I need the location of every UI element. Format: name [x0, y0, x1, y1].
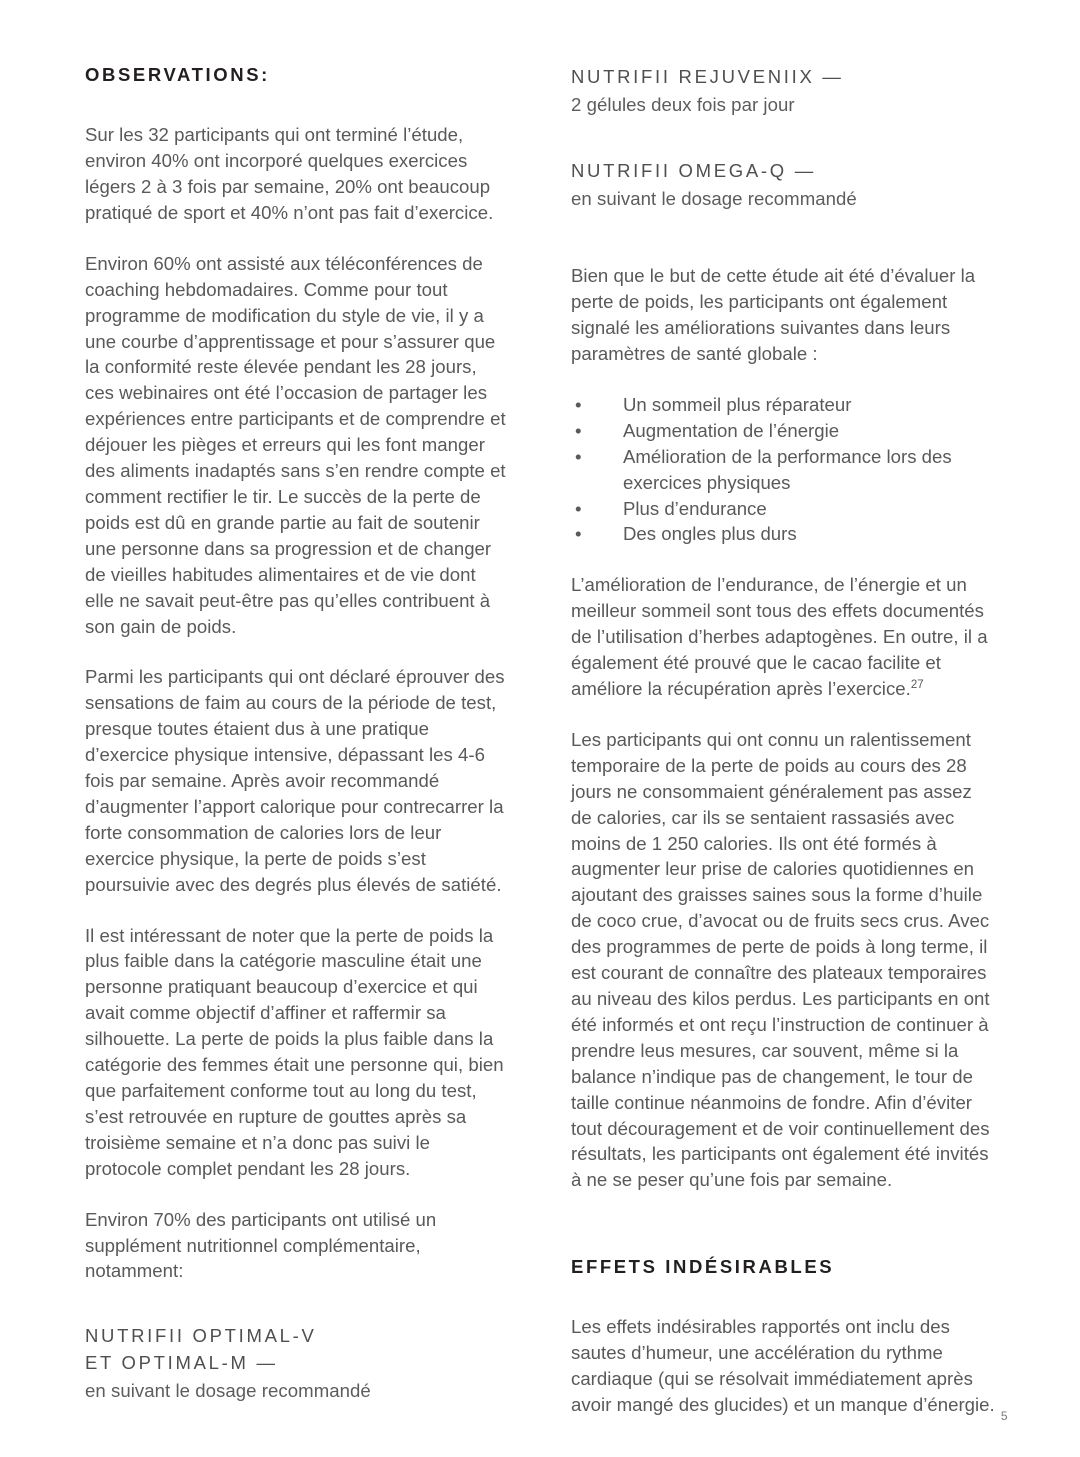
- product-heading-optimal-m: ET OPTIMAL-M —: [85, 1351, 278, 1373]
- page-number: 5: [1000, 1409, 1008, 1423]
- spacer: [571, 1218, 995, 1256]
- bullet-icon: •: [575, 419, 582, 441]
- two-column-layout: [85, 64, 995, 1418]
- list-item-label: Des ongles plus durs: [623, 523, 797, 545]
- product-omega-q-block: [571, 158, 995, 213]
- list-item: [571, 392, 995, 418]
- list-item: [571, 496, 995, 522]
- bullet-icon: •: [575, 393, 582, 415]
- paragraph-observations-5: Environ 70% des participants ont utilisé un supplément nutritionnel complémentaire, notamment:: [85, 1208, 437, 1282]
- spacer: [571, 237, 995, 263]
- product-optimal-block: [85, 1323, 509, 1404]
- list-item: [571, 444, 995, 496]
- product-heading-optimal-v: NUTRIFII OPTIMAL-V: [85, 1325, 317, 1347]
- paragraph-observations-4: Il est intéressant de noter que la perte de poids la plus faible dans la catégorie masculine était une personne pratiquant beaucoup d’exercice et qui avait comme objectif d’affiner et raffermir sa silhouette. La perte de poids la plus faible dans la catégorie des femmes était une personne qui, bien que parfaitement conforme tout au long du test, s’est retrouvée en rupture de gouttes après sa troisième semaine et n’a donc pas suivi le protocole complet pendant les 28 jours.: [85, 924, 504, 1179]
- product-dosage-optimal: en suivant le dosage recommandé: [85, 1379, 371, 1401]
- health-improvements-list: [571, 392, 995, 547]
- paragraph-side-effects: Les effets indésirables rapportés ont inclu des sautes d’humeur, une accélération du rythme cardiaque (qui se résolvait immédiatement après avoir mangé des glucides) et un manque d’énergie.: [571, 1316, 995, 1416]
- list-item-label: Augmentation de l’énergie: [623, 419, 840, 441]
- product-heading-rejuveniix: NUTRIFII REJUVENIIX —: [571, 66, 844, 87]
- product-dosage-omega-q: en suivant le dosage recommandé: [571, 187, 857, 209]
- list-item-label: Amélioration de la performance lors des exercices physiques: [623, 445, 952, 493]
- list-item: [571, 521, 995, 547]
- list-item-label: Plus d’endurance: [623, 497, 767, 519]
- bullet-icon: •: [575, 445, 582, 467]
- paragraph-health-intro: Bien que le but de cette étude ait été d’évaluer la perte de poids, les participants ont également signalé les améliorations suivantes dans leurs paramètres de santé globale :: [571, 265, 976, 365]
- paragraph-adaptogens-text: L’amélioration de l’endurance, de l’énergie et un meilleur sommeil sont tous des effets documentés de l’utilisation d’herbes adaptogènes. En outre, il a également été prouvé que le cacao facilite et améliore la récupération après l’exercice.: [571, 574, 988, 699]
- paragraph-observations-1: Sur les 32 participants qui ont terminé l’étude, environ 40% ont incorporé quelques exercices légers 2 à 3 fois par semaine, 20% ont beaucoup pratiqué de sport et 40% n’ont pas fait d’exercice.: [85, 124, 494, 223]
- list-item-label: Un sommeil plus réparateur: [623, 393, 852, 415]
- side-effects-heading: EFFETS INDÉSIRABLES: [571, 1256, 835, 1278]
- bullet-icon: •: [575, 523, 582, 545]
- paragraph-observations-2: Environ 60% ont assisté aux téléconférences de coaching hebdomadaires. Comme pour tout programme de modification du style de vie, il y a une courbe d’apprentissage et pour s’assurer que la conformité reste élevée pendant les 28 jours, ces webinaires ont été l’occasion de partager les expériences entre participants et de comprendre et déjouer les pièges et erreurs qui les font manger des aliments inadaptés sans s’en rendre compte et comment rectifier le tir. Le succès de la perte de poids est dû en grande partie au fait de soutenir une personne dans sa progression et de changer de vieilles habitudes alimentaires et de vie dont elle ne savait peut-être pas qu’elles contribuent à son gain de poids.: [85, 252, 506, 637]
- right-column: [571, 64, 995, 1418]
- paragraph-adaptogens: [571, 572, 995, 702]
- footnote-reference: 27: [910, 678, 924, 691]
- spacer: [85, 1309, 509, 1323]
- list-item: [571, 418, 995, 444]
- bullet-icon: •: [575, 497, 582, 519]
- product-rejuveniix-block: [571, 64, 995, 119]
- paragraph-observations-3: Parmi les participants qui ont déclaré éprouver des sensations de faim au cours de la période de test, presque toutes étaient dus à une pratique d’exercice physique intensive, dépassant les 4-6 fois par semaine. Après avoir recommandé d’augmenter l’apport calorique pour contrecarrer la forte consommation de calories lors de leur exercice physique, la perte de poids s’est poursuivie avec des degrés plus élevés de satiété.: [85, 666, 505, 895]
- product-dosage-rejuveniix: 2 gélules deux fois par jour: [571, 94, 795, 116]
- spacer: [571, 144, 995, 158]
- left-column: [85, 64, 509, 1418]
- observations-heading: OBSERVATIONS:: [85, 64, 270, 85]
- product-heading-omega-q: NUTRIFII OMEGA-Q —: [571, 159, 816, 181]
- paragraph-plateaus: Les participants qui ont connu un ralentissement temporaire de la perte de poids au cours des 28 jours ne consommaient généralement pas assez de calories, car ils se sentaient rassasiés avec moins de 1 250 calories. Ils ont été formés à augmenter leur prise de calories quotidiennes en ajoutant des graisses saines sous la forme d’huile de coco crue, d’avocat ou de fruits secs crus. Avec des programmes de perte de poids à long terme, il est courant de connaître des plateaux temporaires au niveau des kilos perdus. Les participants en ont été informés et ont reçu l’instruction de continuer à prendre leus mesures, car souvent, même si la balance n’indique pas de changement, le tour de taille continue néanmoins de fondre. Afin d’éviter tout découragement et de voir continuellement des résultats, les participants ont également été invités à ne se peser qu’une fois par semaine.: [571, 728, 990, 1191]
